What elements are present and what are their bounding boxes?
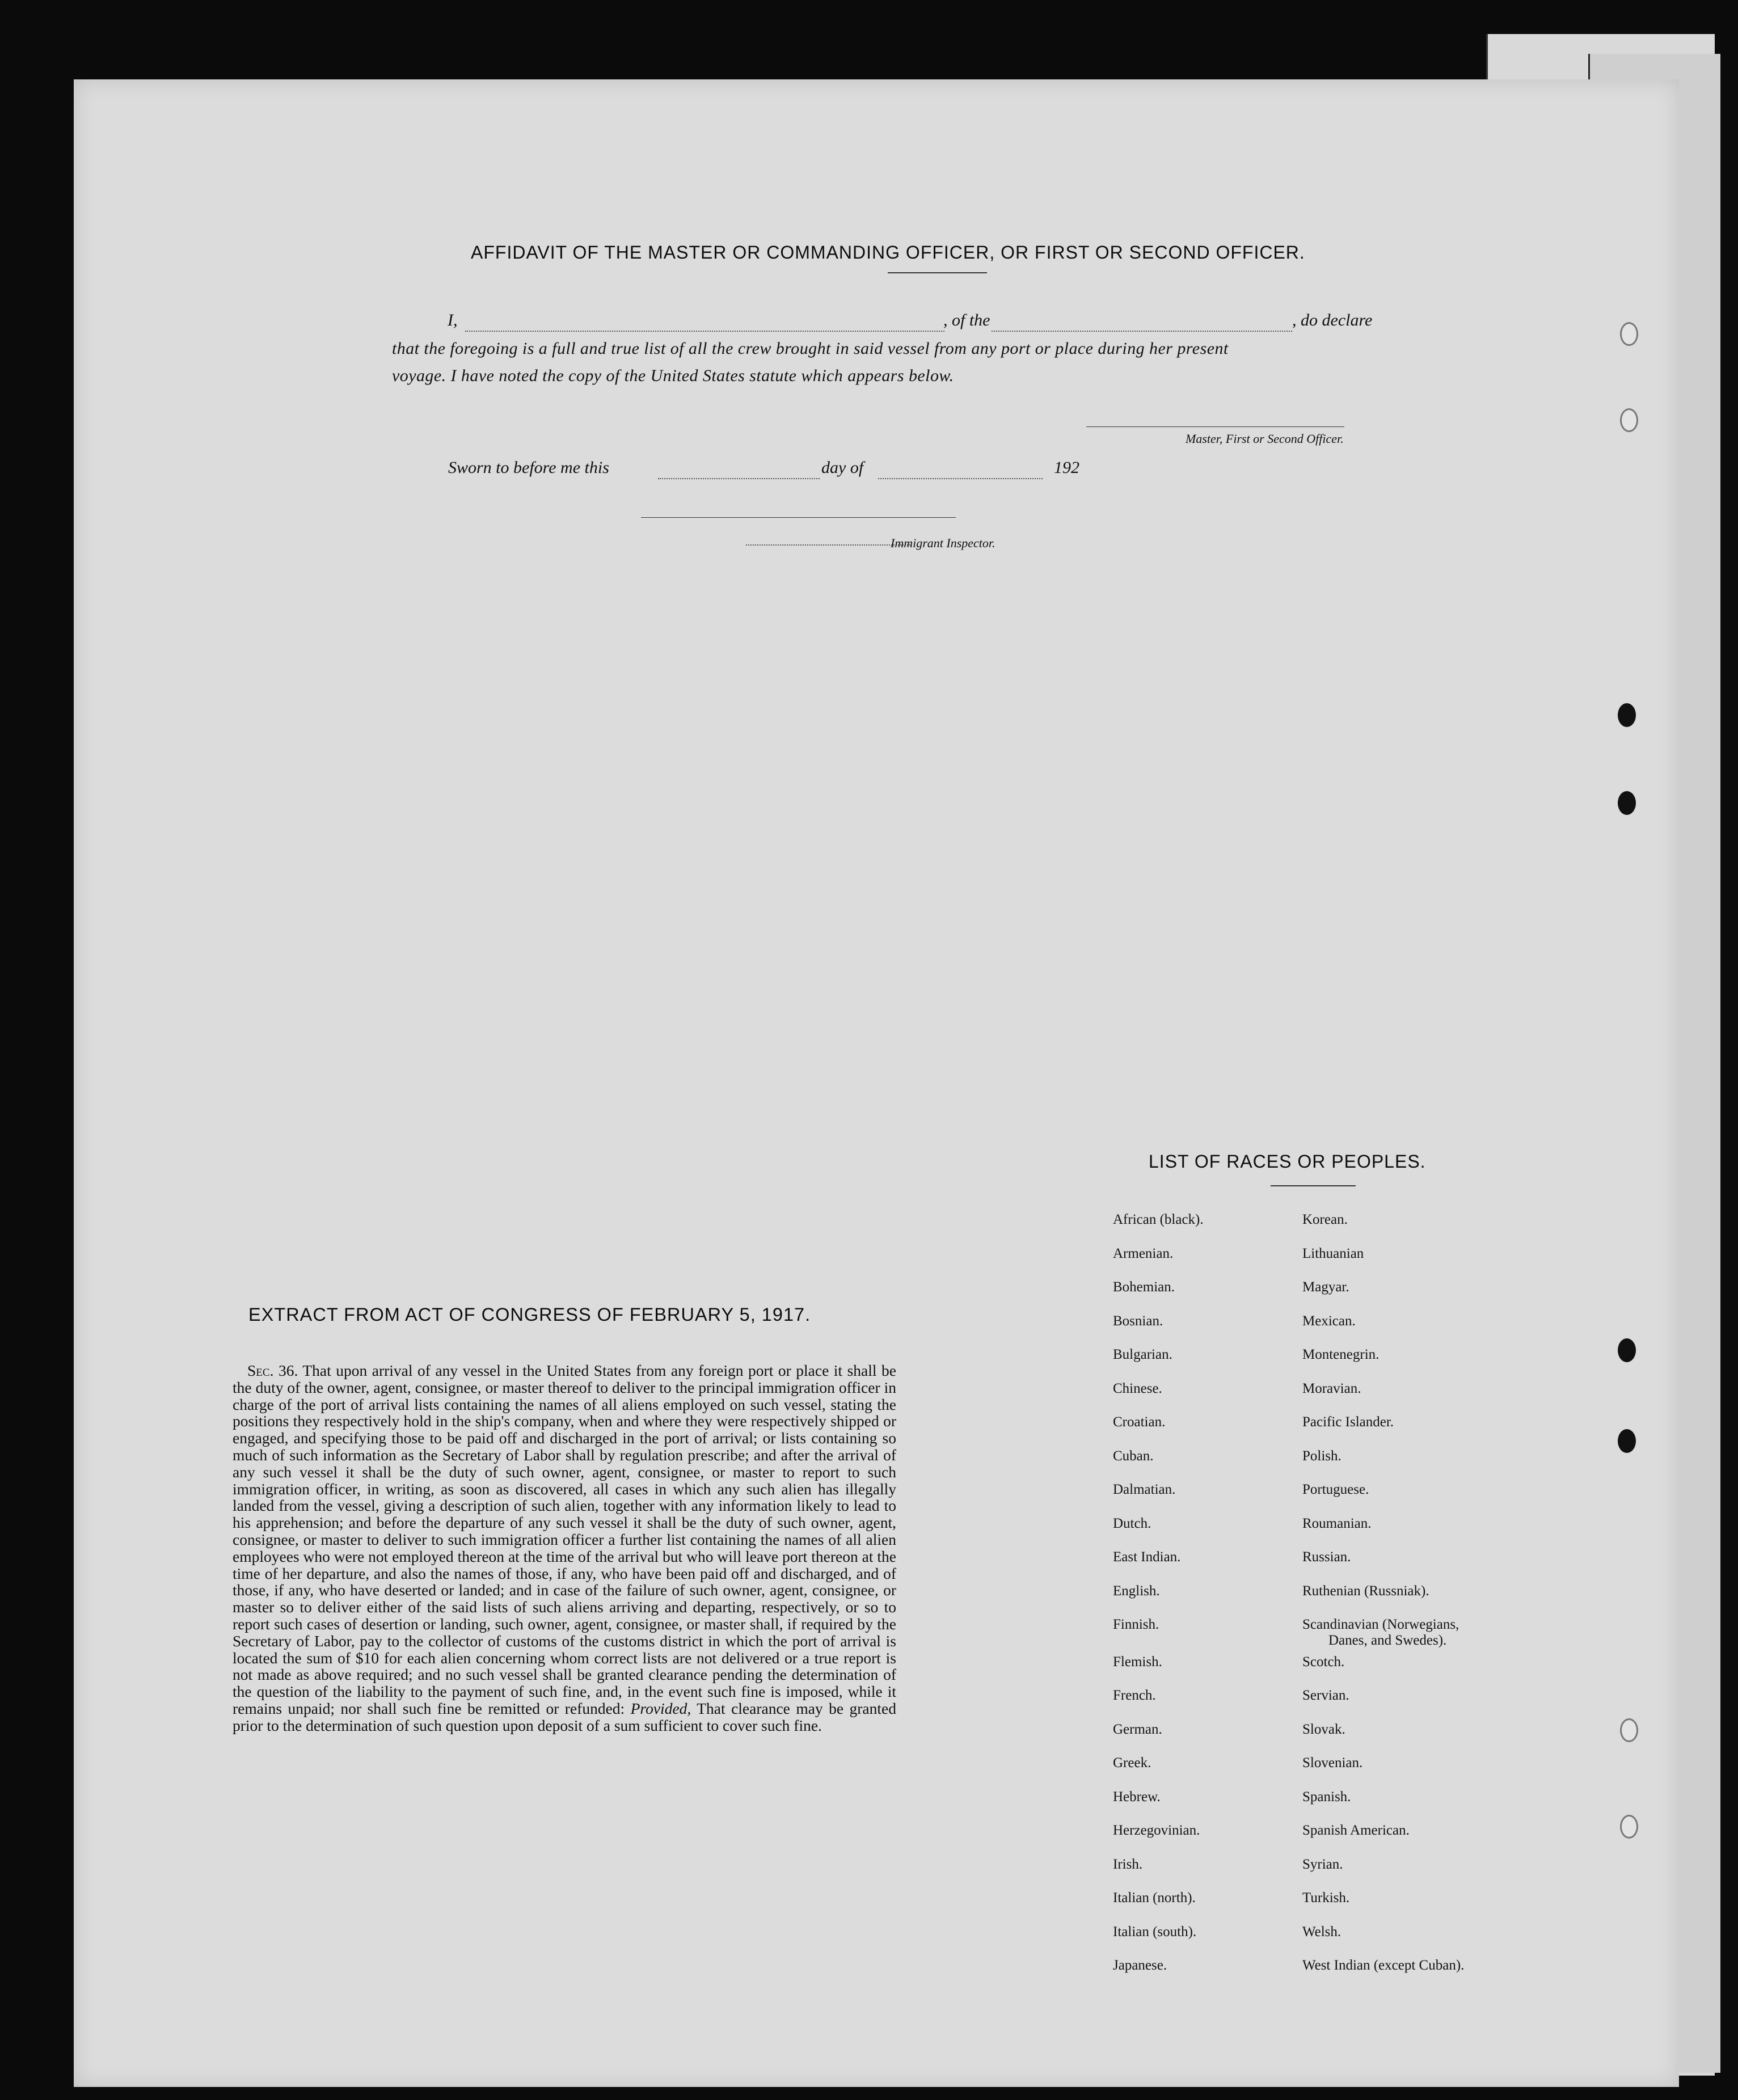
race-item: Croatian. — [1113, 1414, 1166, 1430]
race-item-continuation: Danes, and Swedes). — [1328, 1633, 1447, 1648]
race-item: West Indian (except Cuban). — [1302, 1958, 1465, 1973]
sworn-label: Sworn to before me this — [448, 458, 609, 477]
section-36-text — [233, 1362, 896, 1734]
heading-underline — [888, 272, 987, 273]
race-item: Portuguese. — [1302, 1482, 1369, 1497]
binder-hole — [1620, 322, 1638, 346]
race-item: Japanese. — [1113, 1958, 1167, 1973]
officer-signature-line — [1086, 426, 1344, 427]
do-declare-label: , do declare — [1292, 311, 1373, 329]
race-item: Bohemian. — [1113, 1279, 1175, 1295]
race-item: Syrian. — [1302, 1856, 1343, 1872]
inspector-dotted-line — [746, 544, 910, 546]
section-label: Sec. 36. — [247, 1362, 298, 1379]
race-item: Armenian. — [1113, 1245, 1174, 1261]
section-body: That upon arrival of any vessel in the United States from any foreign port or place it shall be the duty of the owner, agent, consignee, or master thereof to deliver to the principal immigration officer in charge of the port of arrival lists containing the names of all aliens employed on such vessel, stating the positions they respectively hold in the ship's company, when and where they were respectively shipped or engaged, and specifying those to be paid off and discharged in the port of arrival; or lists containing so much of such information as the Secretary of Labor shall by regulation prescribe; and after the arrival of any such vessel it shall be the duty of such owner, agent, consignee, or master to report to such immigration officer, in writing, as soon as discovered, all cases in which any such alien has illegally landed from the vessel, giving a description of such alien, together with any information likely to lead to his apprehension; and before the departure of any such vessel it shall be the duty of such owner, agent, consignee, or master to deliver to such immigration officer a further list containing the names of all alien employees who were not employed thereon at the time of the arrival but who will leave port thereon at the time of her departure, and also the names of those, if any, who have been paid off and discharged, and of those, if any, who have deserted or landed; and in case of the failure of such owner, agent, consignee, or master so to deliver either of the said lists of such aliens arriving and departing, respectively, or so to report such cases of desertion or landing, such owner, agent, consignee, or master shall, if required by the Secretary of Labor, pay to the collector of customs of the customs district in which the port of arrival is located the sum of $10 for each alien concerning whom correct lists are not delivered or a true report is not made as above required; and no such vessel shall be granted clearance pending the determination of the question of the liability to the payment of such fine, and, in the event such fine is imposed, while it remains unpaid; nor shall such fine be remitted or refunded: — [233, 1362, 896, 1717]
race-item: Polish. — [1302, 1448, 1342, 1464]
binder-hole — [1618, 791, 1636, 815]
statement-line-1: that the foregoing is a full and true list of all the crew brought in said vessel from any port or place during her present — [392, 339, 1229, 358]
binder-hole — [1618, 703, 1636, 727]
race-item: Bosnian. — [1113, 1313, 1163, 1329]
form-page — [74, 79, 1679, 2087]
race-item: African (black). — [1113, 1212, 1204, 1227]
race-item: Pacific Islander. — [1302, 1414, 1394, 1430]
of-the-label: , of the — [943, 311, 990, 329]
race-item: Slovak. — [1302, 1721, 1345, 1737]
inspector-caption: Immigrant Inspector. — [891, 536, 995, 550]
race-item: Lithuanian — [1302, 1245, 1364, 1261]
race-item: Italian (north). — [1113, 1890, 1196, 1905]
binder-hole — [1620, 1718, 1638, 1742]
binder-hole — [1620, 1815, 1638, 1839]
name-line — [465, 331, 944, 332]
day-of-label: day of — [821, 458, 864, 477]
race-item: Slovenian. — [1302, 1755, 1363, 1771]
race-item: Herzegovinian. — [1113, 1823, 1200, 1838]
binder-hole — [1620, 408, 1638, 432]
races-underline — [1271, 1185, 1356, 1186]
race-item: Hebrew. — [1113, 1789, 1161, 1805]
affidavit-heading: AFFIDAVIT OF THE MASTER OR COMMANDING OFFICER, OR FIRST OR SECOND OFFICER. — [471, 242, 1305, 263]
race-item: Moravian. — [1302, 1380, 1361, 1396]
race-item: Spanish American. — [1302, 1823, 1410, 1838]
race-item: Cuban. — [1113, 1448, 1154, 1464]
officer-caption: Master, First or Second Officer. — [1186, 432, 1344, 446]
race-item: Roumanian. — [1302, 1515, 1372, 1531]
race-item: Welsh. — [1302, 1924, 1342, 1940]
race-item: Turkish. — [1302, 1890, 1350, 1905]
race-item: Magyar. — [1302, 1279, 1349, 1295]
race-item: Irish. — [1113, 1856, 1143, 1872]
race-item: Mexican. — [1302, 1313, 1356, 1329]
race-item: Ruthenian (Russniak). — [1302, 1583, 1429, 1599]
extract-heading: EXTRACT FROM ACT OF CONGRESS OF FEBRUARY 5, 1917. — [248, 1304, 811, 1325]
race-item: Scandinavian (Norwegians, — [1302, 1617, 1459, 1632]
i-label: I, — [448, 311, 458, 329]
race-item: Korean. — [1302, 1212, 1348, 1227]
race-item: English. — [1113, 1583, 1160, 1599]
race-item: Finnish. — [1113, 1617, 1159, 1632]
inspector-signature-line — [641, 517, 956, 518]
race-item: Dalmatian. — [1113, 1482, 1176, 1497]
race-item: French. — [1113, 1688, 1156, 1703]
race-item: Bulgarian. — [1113, 1347, 1172, 1362]
race-item: East Indian. — [1113, 1549, 1181, 1565]
race-item: Chinese. — [1113, 1380, 1162, 1396]
statement-line-2: voyage. I have noted the copy of the United States statute which appears below. — [392, 366, 954, 385]
race-item: Greek. — [1113, 1755, 1151, 1771]
races-heading: LIST OF RACES OR PEOPLES. — [1149, 1151, 1426, 1172]
race-item: Russian. — [1302, 1549, 1351, 1565]
section-body-end: That clearance may be granted prior to the determination of such question upon deposit of a sum sufficient to cover such fine. — [233, 1699, 896, 1734]
race-item: Dutch. — [1113, 1515, 1151, 1531]
race-item: Montenegrin. — [1302, 1347, 1380, 1362]
provided-label: Provided, — [630, 1699, 691, 1717]
day-line — [658, 478, 820, 479]
binder-hole — [1618, 1429, 1636, 1453]
race-item: Italian (south). — [1113, 1924, 1197, 1940]
race-item: Servian. — [1302, 1688, 1349, 1703]
month-line — [878, 478, 1043, 479]
race-item: German. — [1113, 1721, 1162, 1737]
vessel-line — [992, 331, 1292, 332]
race-item: Scotch. — [1302, 1654, 1345, 1670]
year-prefix: 192 — [1054, 458, 1079, 477]
race-item: Spanish. — [1302, 1789, 1351, 1805]
race-item: Flemish. — [1113, 1654, 1162, 1670]
binder-hole — [1618, 1338, 1636, 1362]
